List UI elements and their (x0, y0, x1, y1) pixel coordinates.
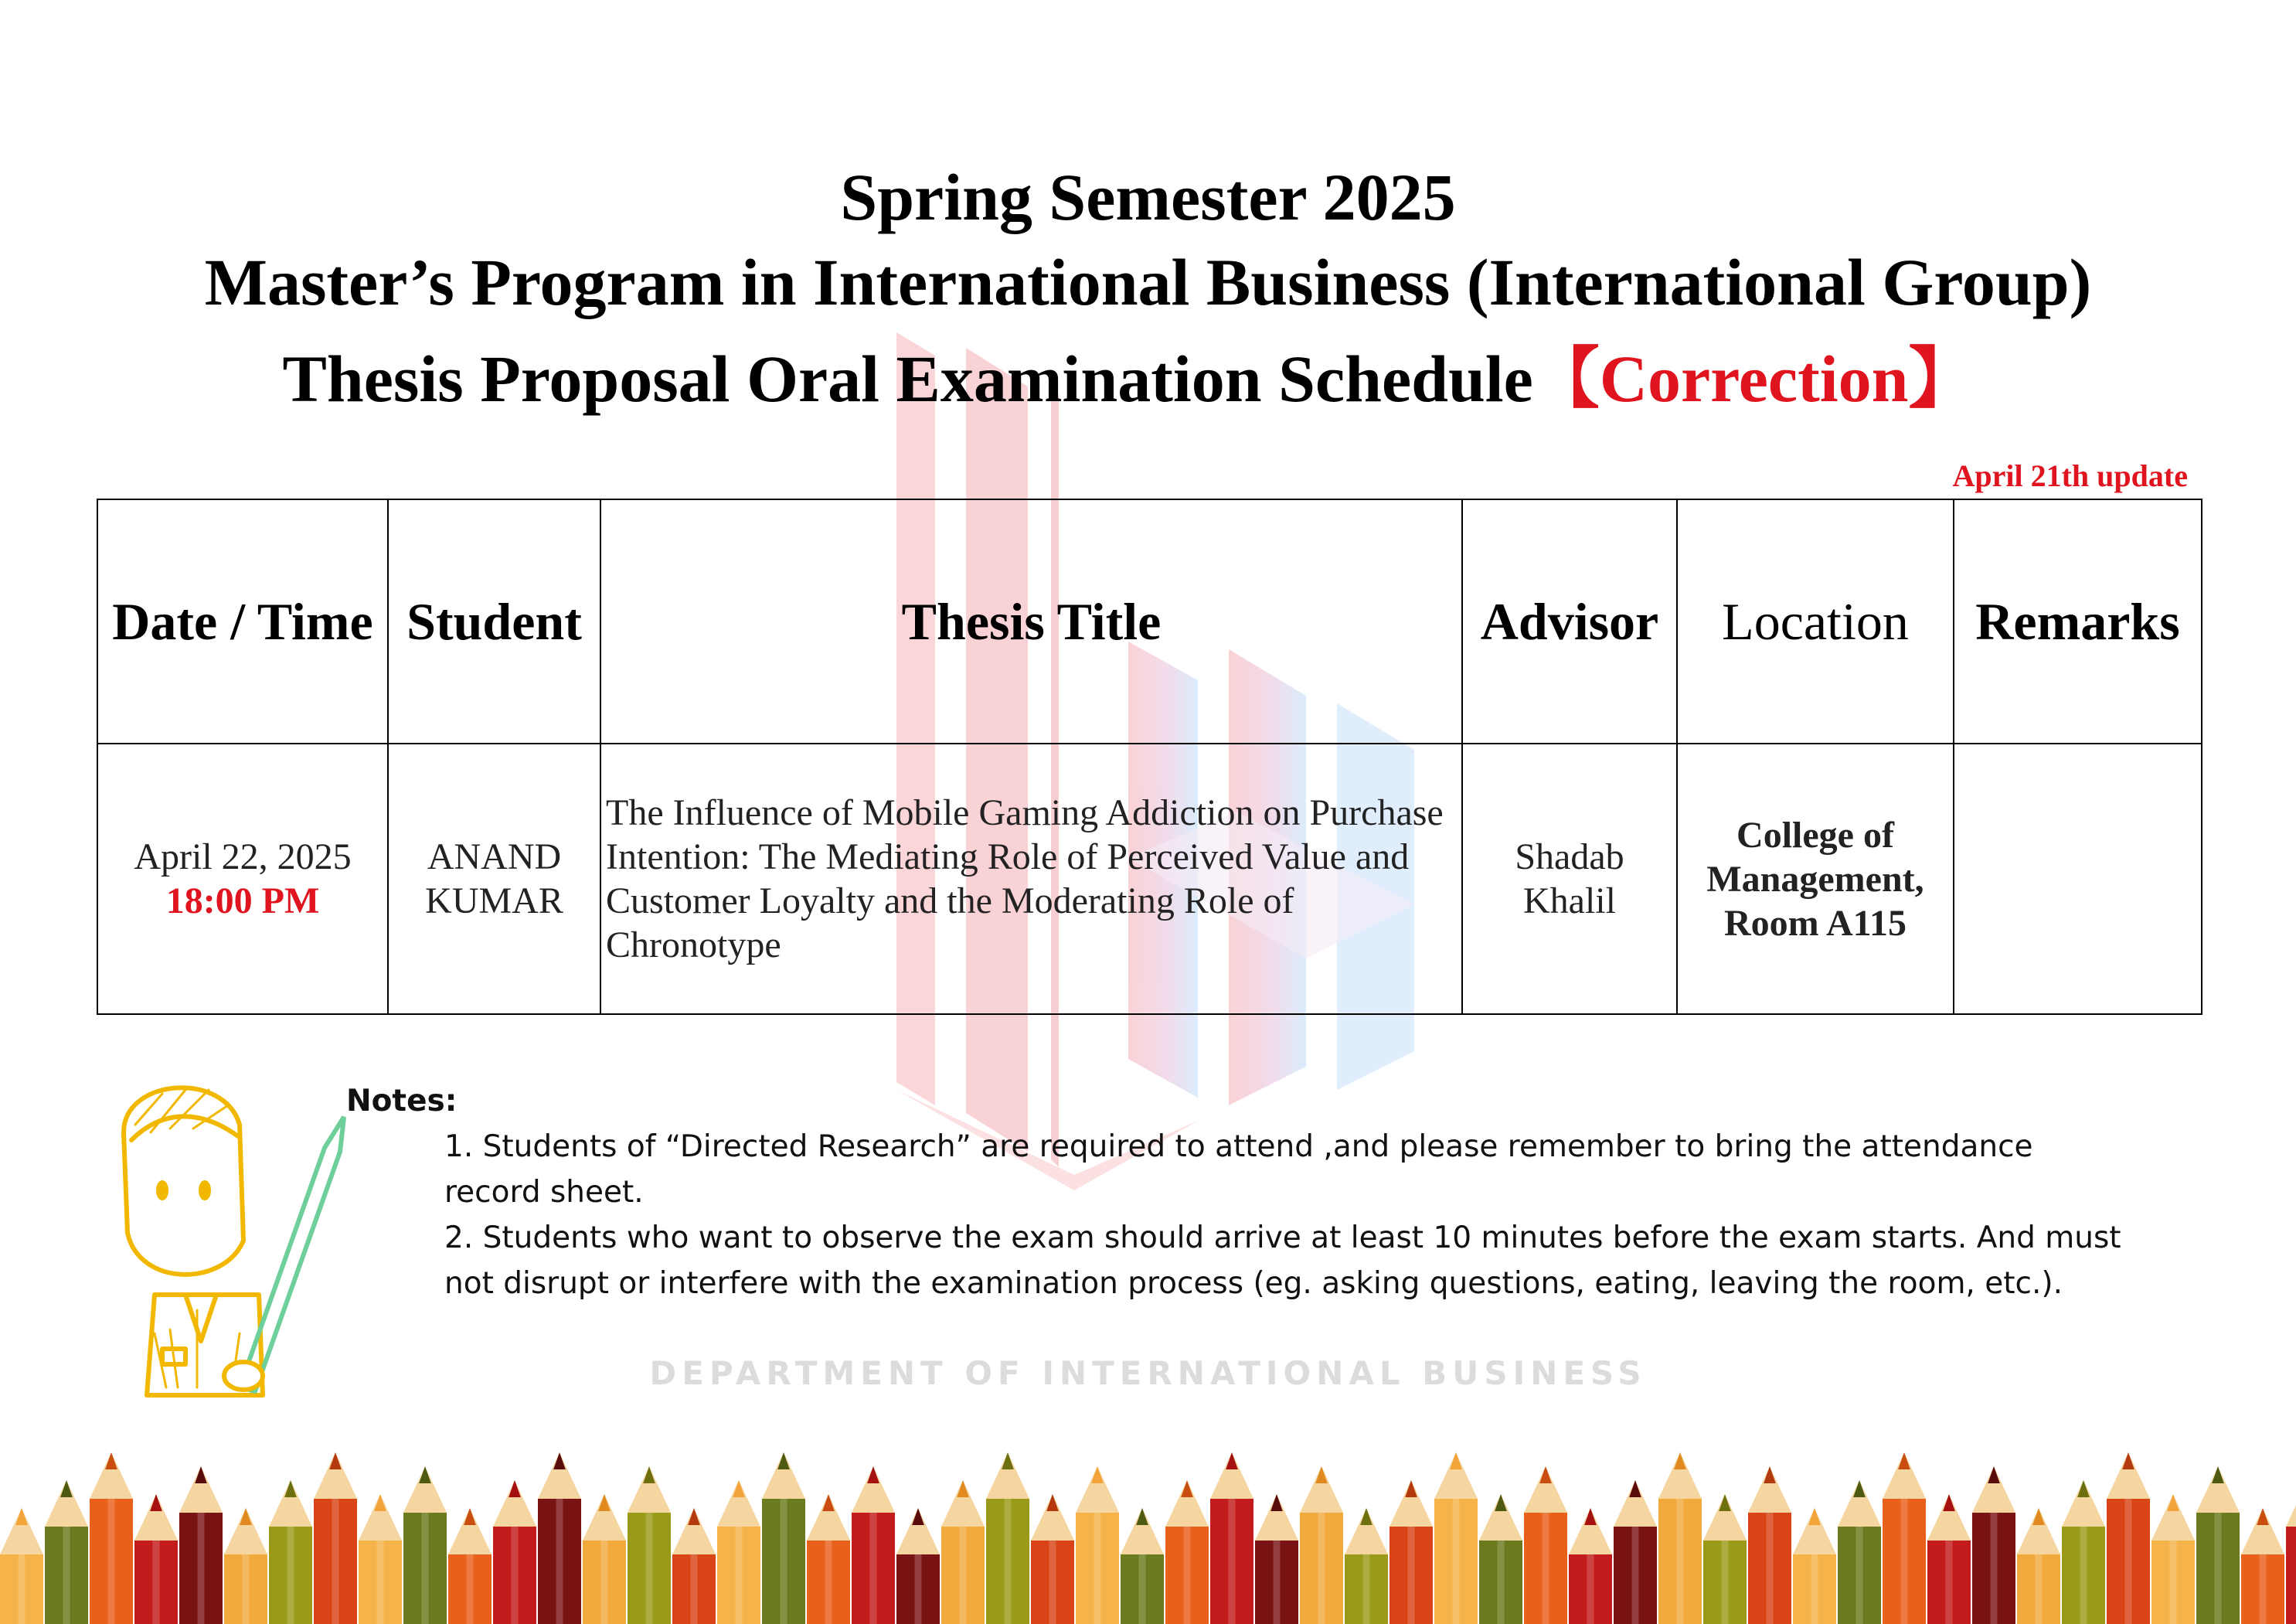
pencil-shape (0, 1508, 43, 1624)
pencil-shape (2151, 1494, 2195, 1624)
watermark-text: DEPARTMENT OF INTERNATIONAL BUSINESS (649, 1354, 1647, 1392)
pencil-shape (90, 1452, 133, 1624)
pencil-shape (359, 1494, 402, 1624)
pencil-shape (1703, 1494, 1747, 1624)
advisor-name-first: Shadab (1515, 836, 1624, 877)
pencil-shape (314, 1452, 357, 1624)
pencil-shape (2107, 1452, 2150, 1624)
pencil-shape (2241, 1508, 2284, 1624)
table-row (97, 744, 2202, 1014)
pencil-shape (1569, 1508, 1612, 1624)
pencil-shape (224, 1508, 267, 1624)
pencil-shape (717, 1480, 760, 1624)
pencil-shape (2196, 1466, 2240, 1624)
pencil-shape (1121, 1508, 1164, 1624)
header-advisor: Advisor (1462, 499, 1677, 744)
location-cell (1677, 744, 1954, 1014)
pencil-shape (1838, 1480, 1881, 1624)
header-remarks: Remarks (1954, 499, 2202, 744)
pencil-shape (1883, 1452, 1926, 1624)
update-note: April 21th update (1952, 458, 2188, 493)
advisor-name-last: Khalil (1523, 880, 1616, 921)
student-cell (388, 744, 600, 1014)
student-name-first: ANAND (427, 836, 562, 877)
pencil-shape (1390, 1480, 1433, 1624)
note-item: 2. Students who want to observe the exam should arrive at least 10 minutes before the exam starts. And must not disrupt or interfere with the examination process (eg. asking questions, eating, leaving the room, etc.). (444, 1221, 2121, 1301)
program-heading: Master’s Program in International Business (International Group) (204, 245, 2092, 319)
pencil-shape (628, 1466, 671, 1624)
pencil-shape (1076, 1466, 1119, 1624)
pencil-shape (45, 1480, 88, 1624)
pencil-shape (1748, 1466, 1791, 1624)
header-student: Student (388, 499, 600, 744)
location-line-1: College of (1736, 814, 1894, 856)
table-header-row (97, 499, 2202, 744)
location-line-2: Management, (1706, 858, 1924, 900)
pencil-shape (1165, 1480, 1209, 1624)
pencil-shape (179, 1466, 223, 1624)
pencil-shape (1255, 1494, 1298, 1624)
pencil-shape (1345, 1508, 1388, 1624)
schedule-table (97, 499, 2202, 1015)
exam-time: 18:00 PM (165, 880, 320, 921)
pencil-shape (1434, 1452, 1478, 1624)
pencil-shape (941, 1480, 985, 1624)
pencil-shape (852, 1466, 895, 1624)
correction-label: 【Correction】 (1532, 342, 1975, 416)
header-date-time: Date / Time (97, 499, 388, 744)
student-with-pencil-illustration (108, 1063, 355, 1434)
pencil-shape (807, 1494, 850, 1624)
pencil-shape (1210, 1452, 1253, 1624)
pencil-border-decoration (0, 1415, 2296, 1624)
pencil-shape (1793, 1508, 1836, 1624)
pencil-shape (1927, 1494, 1971, 1624)
pencil-shape (986, 1452, 1029, 1624)
pencil-shape (403, 1466, 447, 1624)
pencil-shape (1972, 1466, 2015, 1624)
exam-date: April 22, 2025 (134, 836, 352, 877)
pencil-shape (1300, 1466, 1343, 1624)
pencil-shape (269, 1480, 312, 1624)
pencil-shape (2286, 1480, 2296, 1624)
pencil-shape (1031, 1494, 1074, 1624)
schedule-heading-text: Thesis Proposal Oral Examination Schedule (282, 342, 1533, 416)
pencil-shape (493, 1480, 536, 1624)
pencil-shape (896, 1508, 940, 1624)
pencil-shape (672, 1508, 716, 1624)
pencil-shape (2062, 1480, 2105, 1624)
pencil-shape (2017, 1508, 2060, 1624)
pencil-shape (1524, 1466, 1567, 1624)
remarks-cell (1954, 744, 2202, 1014)
student-name-last: KUMAR (425, 880, 563, 921)
pencil-shape (134, 1494, 178, 1624)
advisor-cell (1462, 744, 1677, 1014)
pencil-shape (1479, 1494, 1522, 1624)
date-time-cell (97, 744, 388, 1014)
page-title (0, 155, 2296, 433)
thesis-title-cell: The Influence of Mobile Gaming Addiction on Purchase Intention: The Mediating Role of Perceived Value and Customer Loyalty and the Moderating Role of Chronotype (600, 744, 1462, 1014)
pencil-shape (538, 1452, 581, 1624)
header-location: Location (1677, 499, 1954, 744)
notes-heading: Notes: (346, 1084, 457, 1118)
pencil-shape (1614, 1480, 1657, 1624)
notes-section (346, 1078, 2124, 1306)
semester-heading: Spring Semester 2025 (840, 160, 1456, 234)
pencil-shape (583, 1494, 626, 1624)
header-thesis-title: Thesis Title (600, 499, 1462, 744)
schedule-heading (0, 325, 2296, 433)
note-item: 1. Students of “Directed Research” are required to attend ,and please remember to bring the attendance record sheet. (444, 1129, 2033, 1210)
pencil-shape (1658, 1452, 1702, 1624)
pencil-shape (762, 1452, 805, 1624)
location-line-3: Room A115 (1723, 902, 1907, 944)
pencil-shape (448, 1508, 492, 1624)
